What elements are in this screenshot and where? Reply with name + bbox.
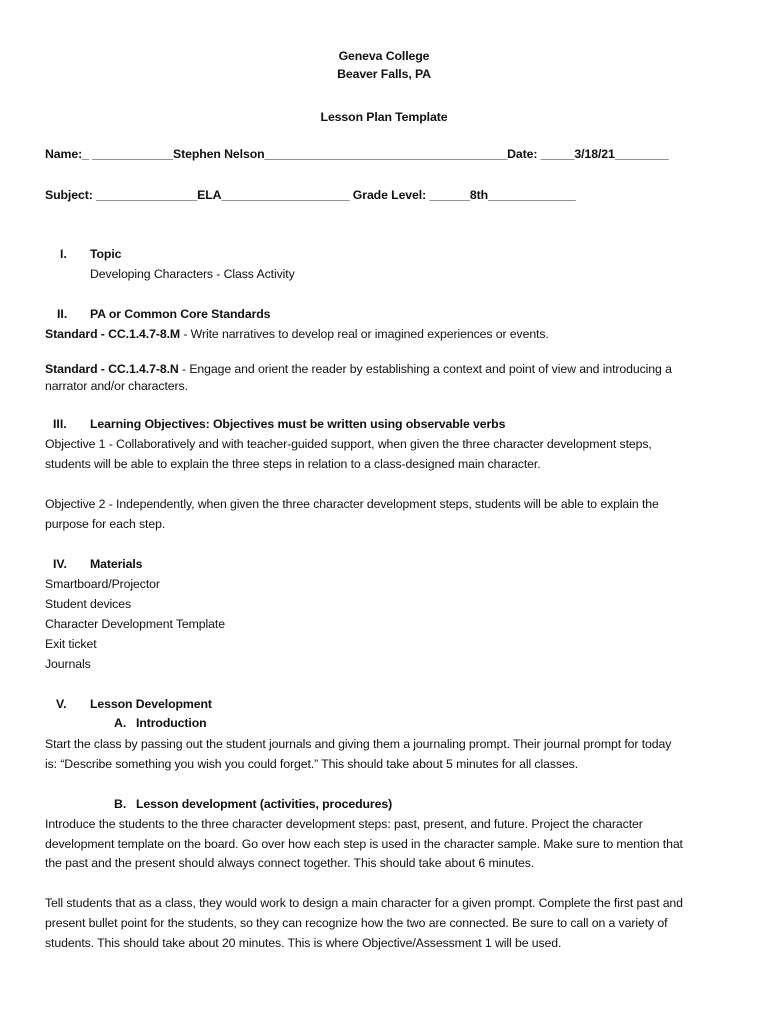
name-date-row — [45, 146, 669, 163]
section-numeral: V. — [56, 697, 67, 711]
development-line: students. This should take about 20 minutes. This is where Objective/Assessment 1 will be used. — [45, 936, 562, 950]
standard-2-text: - Engage and orient the reader by establishing a context and point of view and introducing a — [178, 362, 672, 376]
subsection-heading-development: Lesson development (activities, procedures) — [136, 797, 393, 811]
topic-text: Developing Characters - Class Activity — [90, 267, 295, 281]
development-line: the past and the present should always connect together. This should take about 6 minutes. — [45, 856, 535, 870]
subject-label: Subject: — [45, 188, 93, 202]
subject-value: _______________ELA___________________ — [96, 188, 350, 202]
subsection-heading-introduction: Introduction — [136, 716, 207, 730]
objective-2-line: Objective 2 - Independently, when given the three character development steps, students will be able to explain the — [45, 497, 659, 511]
section-numeral: I. — [60, 247, 67, 261]
date-value: _____3/18/21________ — [540, 147, 669, 161]
standard-2 — [45, 361, 672, 378]
subsection-marker: A. — [114, 716, 127, 730]
objective-1-line: students will be able to explain the three steps in relation to a class-designed main character. — [45, 457, 541, 471]
standard-1-code: Standard - CC.1.4.7-8.M — [45, 327, 181, 341]
standard-2-continued: narrator and/or characters. — [45, 379, 188, 393]
grade-value: ______8th_____________ — [429, 188, 576, 202]
section-heading-topic: Topic — [90, 247, 122, 261]
objective-1-line: Objective 1 - Collaboratively and with teacher-guided support, when given the three character development steps, — [45, 437, 652, 451]
name-value: _ ____________Stephen Nelson____________________________________ — [82, 147, 508, 161]
section-heading-lesson: Lesson Development — [90, 697, 212, 711]
section-heading-standards: PA or Common Core Standards — [90, 307, 271, 321]
section-numeral: II. — [57, 307, 68, 321]
subject-grade-row — [45, 187, 576, 204]
material-item: Smartboard/Projector — [45, 577, 160, 591]
date-label: Date: — [507, 147, 538, 161]
development-line: development template on the board. Go over how each step is used in the character sample. Make sure to mention that — [45, 837, 683, 851]
development-line: Tell students that as a class, they would work to design a main character for a given prompt. Complete the first past and — [45, 896, 683, 910]
institution-name: Geneva College — [338, 49, 430, 63]
subsection-marker: B. — [114, 797, 127, 811]
material-item: Character Development Template — [45, 617, 225, 631]
introduction-line: Start the class by passing out the student journals and giving them a journaling prompt. Their journal prompt for today — [45, 737, 672, 751]
document-title: Lesson Plan Template — [320, 110, 448, 124]
institution-location: Beaver Falls, PA — [337, 67, 431, 81]
standard-2-code: Standard - CC.1.4.7-8.N — [45, 362, 179, 376]
standard-1 — [45, 326, 549, 343]
section-heading-materials: Materials — [90, 557, 143, 571]
standard-1-text: - Write narratives to develop real or imagined experiences or events. — [180, 327, 549, 341]
section-numeral: III. — [53, 417, 67, 431]
objective-2-line: purpose for each step. — [45, 517, 166, 531]
grade-label: Grade Level: — [352, 188, 427, 202]
name-label: Name: — [45, 147, 83, 161]
material-item: Journals — [45, 657, 91, 671]
development-line: Introduce the students to the three character development steps: past, present, and future. Project the character — [45, 817, 643, 831]
introduction-line: is: “Describe something you wish you could forget.” This should take about 5 minutes for all classes. — [45, 757, 579, 771]
section-numeral: IV. — [53, 557, 67, 571]
material-item: Student devices — [45, 597, 132, 611]
material-item: Exit ticket — [45, 637, 97, 651]
development-line: present bullet point for the students, so they can recognize how the two are connected. Be sure to call on a variety of — [45, 916, 668, 930]
section-heading-objectives: Learning Objectives: Objectives must be written using observable verbs — [90, 417, 506, 431]
